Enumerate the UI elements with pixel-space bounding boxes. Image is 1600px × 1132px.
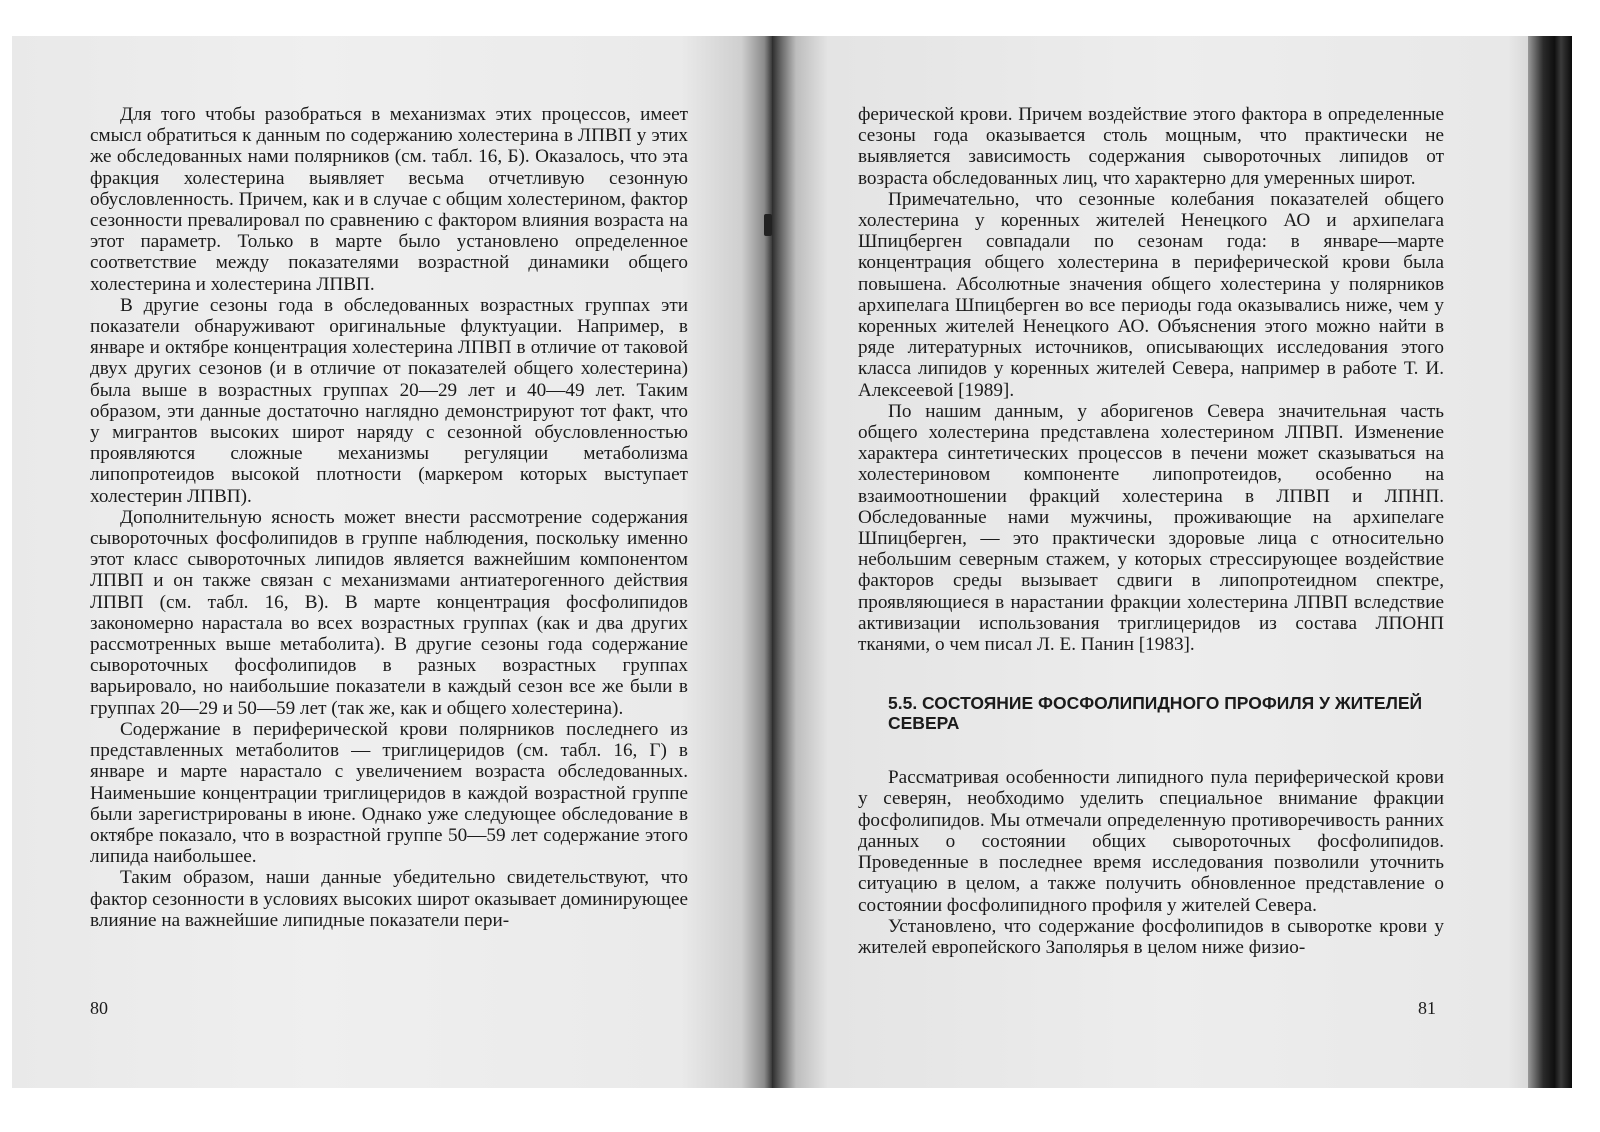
right-page: [772, 36, 1572, 1088]
paragraph: Примечательно, что сезонные колебания показателей общего холестерина у коренных жителей Ненецкого АО и архипелага Шпицберген совпадали по сезонам года: в январе—марте концентрация общего холестерина в периферической крови была повышена. Абсолютные значения общего холестерина у полярников архипелага Шпицберген во все периоды года оказывались ниже, чем у коренных жителей Ненецкого АО. Объяснения этого можно найти в ряде литературных источников, описывающих исследования этого класса липидов у коренных жителей Севера, например в работе Т. И. Алексеевой [1989].: [858, 188, 1444, 401]
paragraph: Рассматривая особенности липидного пула периферической крови у северян, необходимо уделить специальное внимание фракции фосфолипидов. Мы отмечали определенную противоречивость ранних данных о состоянии общих сывороточных фосфолипидов. Проведенные в последнее время исследования позволили уточнить ситуацию в целом, а также получить обновленное представление о состоянии фосфолипидного профиля у жителей Севера.: [858, 767, 1444, 916]
page-number-left: 80: [90, 998, 108, 1018]
paragraph: Установлено, что содержание фосфолипидов в сыворотке крови у жителей европейского Заполярья в целом ниже физио-: [858, 915, 1444, 958]
paragraph: Для того чтобы разобраться в механизмах этих процессов, имеет смысл обратиться к данным по содержанию холестерина в ЛПВП у этих же обследованных нами полярников (см. табл. 16, Б). Оказалось, что эта фракция холестерина выявляет весьма отчетливую сезонную обусловленность. Причем, как и в случае с общим холестерином, фактор сезонности превалировал по сравнению с фактором влияния возраста на этот параметр. Только в марте было установлено определенное соответствие между показателями возрастной динамики общего холестерина и холестерина ЛПВП.: [90, 104, 688, 295]
paragraph: Дополнительную ясность может внести рассмотрение содержания сывороточных фосфолипидов в группе наблюдения, поскольку именно этот класс сывороточных липидов является важнейшим компонентом ЛПВП и он также связан с механизмами антиатерогенного действия ЛПВП (см. табл. 16, В). В марте концентрация фосфолипидов закономерно нарастала во всех возрастных группах (как и два других рассмотренных выше метаболита). В другие сезоны года содержание сывороточных фосфолипидов в разных возрастных группах варьировало, но наибольшие показатели в каждый сезон все же были в группах 20—29 и 50—59 лет (так же, как и общего холестерина).: [90, 506, 688, 719]
left-page: [12, 36, 772, 1088]
paragraph: По нашим данным, у аборигенов Севера значительная часть общего холестерина представлена холестерином ЛПВП. Изменение характера синтетических процессов в печени может сказываться на холестериновом компоненте липопротеидов, особенно на взаимоотношении фракций холестерина в ЛПВП и ЛПНП. Обследованные нами мужчины, проживающие на архипелаге Шпицберген, — это практически здоровые лица с относительно небольшим северным стажем, у которых стрессирующее воздействие факторов среды вызывает сдвиги в липопротеидном спектре, проявляющиеся в нарастании фракции холестерина ЛПВП вследствие активизации использования триглицеридов из состава ЛПОНП тканями, о чем писал Л. Е. Панин [1983].: [858, 400, 1444, 656]
paragraph: Таким образом, наши данные убедительно свидетельствуют, что фактор сезонности в условиях высоких широт оказывает доминирующее влияние на важнейшие липидные показатели пери-: [90, 867, 688, 931]
right-page-body: [858, 104, 1444, 958]
spine-clip-mark: [764, 214, 772, 236]
left-page-body: [90, 104, 688, 931]
section-heading: 5.5. СОСТОЯНИЕ ФОСФОЛИПИДНОГО ПРОФИЛЯ У ЖИТЕЛЕЙ СЕВЕРА: [888, 693, 1423, 734]
paragraph: В другие сезоны года в обследованных возрастных группах эти показатели обнаруживают оригинальные флуктуации. Например, в январе и октябре концентрация холестерина ЛПВП в отличие от таковой двух других сезонов (и в отличие от показателей общего холестерина) была выше в возрастных группах 20—29 лет и 40—49 лет. Таким образом, эти данные достаточно наглядно демонстрируют тот факт, что у мигрантов высоких широт наряду с сезонной обусловленностью проявляются сложные механизмы регуляции метаболизма липопротеидов высокой плотности (маркером которых выступает холестерин ЛПВП).: [90, 294, 688, 507]
paragraph: ферической крови. Причем воздействие этого фактора в определенные сезоны года оказывается столь мощным, что практически не выявляется зависимость содержания сывороточных липидов от возраста обследованных лиц, что характерно для умеренных широт.: [858, 104, 1444, 189]
book-spread: [12, 36, 1572, 1088]
paragraph: Содержание в периферической крови полярников последнего из представленных метаболитов — триглицеридов (см. табл. 16, Г) в январе и марте нарастало с увеличением возраста обследованных. Наименьшие концентрации триглицеридов в каждой возрастной группе были зарегистрированы в июне. Однако уже следующее обследование в октябре показало, что в возрастной группе 50—59 лет содержание этого липида наибольшее.: [90, 718, 688, 868]
page-stack-edge: [1528, 36, 1572, 1088]
page-number-right: 81: [1418, 998, 1436, 1018]
